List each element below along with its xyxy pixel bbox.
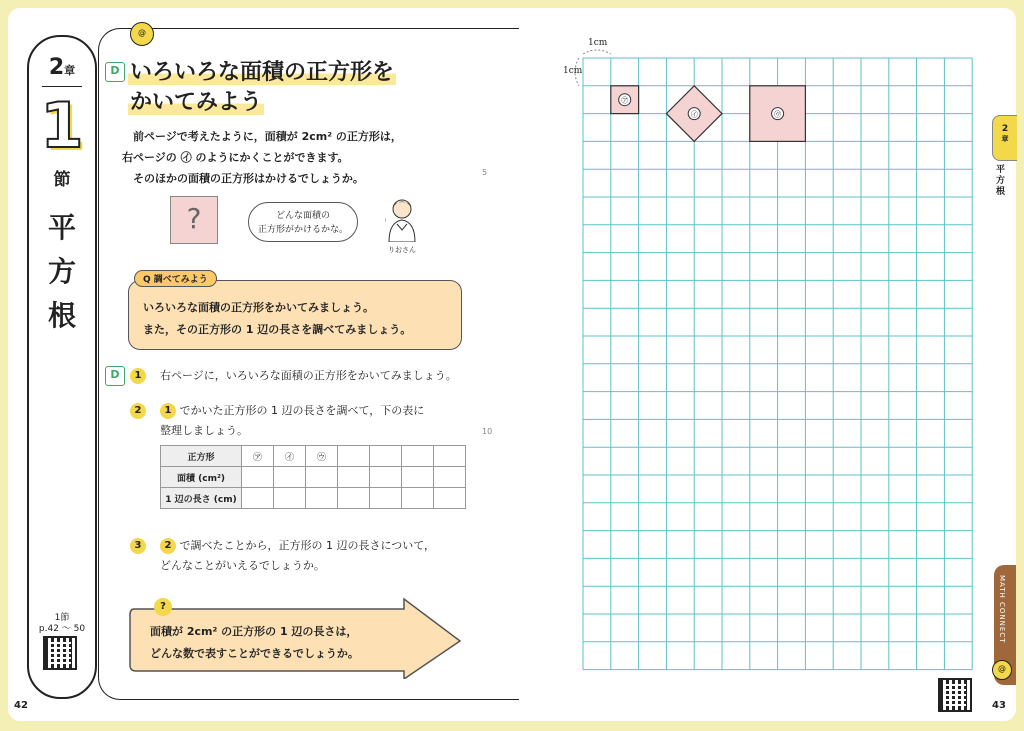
graph-paper-grid[interactable] bbox=[583, 58, 973, 670]
task-number-badge: 1 bbox=[130, 368, 146, 384]
qr-code-right[interactable] bbox=[938, 678, 972, 712]
inquiry-tag: Q 調べてみよう bbox=[134, 270, 217, 287]
chapter-title: 平 方 根 bbox=[47, 211, 76, 332]
task-1 bbox=[130, 366, 146, 386]
grid-unit-left: 1cm bbox=[563, 66, 583, 76]
section-number: 1 bbox=[40, 89, 84, 162]
chapter-number: 2章 bbox=[48, 55, 76, 80]
page-number-left: 42 bbox=[14, 700, 28, 711]
task-3-text: 2 で調べたことから，正方形の 1 辺の長さについて， どんなことがいえるでしょうか。 bbox=[160, 539, 436, 572]
table-header: 1 辺の長さ (cm) bbox=[161, 488, 242, 509]
grid-unit-top: 1cm bbox=[588, 38, 608, 48]
square-c-label: ㋒ bbox=[774, 110, 782, 119]
chapter-tab bbox=[27, 35, 97, 699]
line-number: 5 bbox=[482, 168, 488, 177]
side-chapter-tab: 2 章 bbox=[992, 115, 1017, 161]
task-number-badge: 3 bbox=[130, 538, 146, 554]
table-header: 面積 (cm²) bbox=[161, 467, 242, 488]
student-illustration bbox=[385, 196, 419, 242]
page-number-right: 43 bbox=[992, 700, 1006, 711]
character-name: りおさん bbox=[388, 246, 416, 254]
square-a-label: ㋐ bbox=[621, 96, 629, 105]
task-reference-badge: 2 bbox=[160, 538, 176, 554]
task-reference-badge: 1 bbox=[160, 403, 176, 419]
results-table: 正方形 ㋐ ㋑ ㋒ 面積 (cm²) 1 辺の長さ (cm) bbox=[160, 445, 466, 509]
task-2 bbox=[130, 401, 146, 421]
digital-content-icon[interactable]: D bbox=[105, 366, 125, 386]
intro-text: 前ページで考えたように，面積が 2cm² の正方形は， 右ページの ㋑ のようにかくことができます。 そのほかの面積の正方形はかけるでしょうか。 bbox=[122, 130, 402, 185]
question-square: ? bbox=[170, 196, 218, 244]
task-2-text: 1 でかいた正方形の 1 辺の長さを調べて，下の表に 整理しましょう。 bbox=[160, 404, 425, 437]
qr-code-left[interactable] bbox=[43, 636, 77, 670]
digital-content-icon[interactable]: D bbox=[105, 62, 125, 82]
math-connect-tab: MATH CONNECT bbox=[994, 565, 1016, 685]
task-1-text: 右ページに，いろいろな面積の正方形をかいてみましょう。 bbox=[160, 369, 457, 382]
math-connect-logo: @ bbox=[992, 660, 1012, 680]
thought-bubble: どんな面積の 正方形がかけるかな。 bbox=[248, 202, 358, 242]
inquiry-box: いろいろな面積の正方形をかいてみましょう。 また，その正方形の 1 辺の長さを調べてみましょう。 bbox=[128, 280, 462, 350]
key-question-text: 面積が 2cm² の正方形の 1 辺の長さは， どんな数で表すことができるでしょうか。 bbox=[150, 625, 359, 660]
task-number-badge: 2 bbox=[130, 403, 146, 419]
square-b-label: ㋑ bbox=[690, 110, 698, 119]
divider bbox=[42, 86, 82, 87]
line-number: 10 bbox=[482, 427, 493, 436]
section-label: 節 bbox=[53, 170, 71, 190]
section-reference: 1節 p.42 ～ 50 bbox=[38, 613, 86, 634]
question-badge: ? bbox=[154, 598, 172, 616]
task-3 bbox=[130, 536, 146, 556]
table-header: 正方形 bbox=[161, 446, 242, 467]
page-title: いろいろな面積の正方形を かいてみよう bbox=[130, 60, 395, 115]
math-connect-logo: @ bbox=[130, 22, 154, 46]
side-chapter-title: 平方根 bbox=[996, 165, 1006, 197]
